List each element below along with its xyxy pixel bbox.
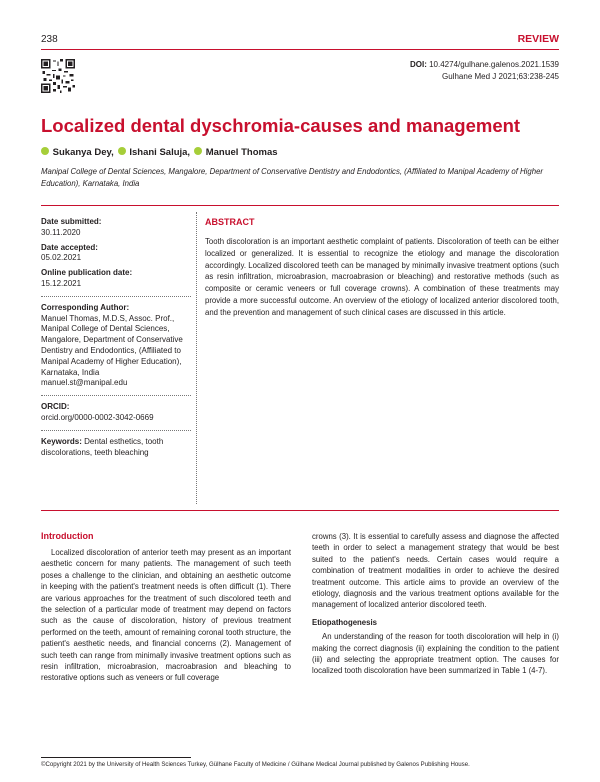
doi-block: [410, 59, 559, 83]
date-submitted: 30.11.2020: [41, 227, 81, 237]
keywords-label: Keywords:: [41, 436, 82, 446]
paragraph: Localized discoloration of anterior teeth may present as an important aesthetic concern for many patients. The management of such teeth poses a challenge to the clinician, and obtaining an aesthetic outcome in keeping with the patient's treatment needs is often difficult (1). There are various approaches for the treatment of such discolored teeth and the selection of a particular mode of treatment may depend on factors such as the cause of discoloration, history of previous treatment performed on the teeth, amount of remaining coronal tooth structure, the patient's aesthetic needs, and financial concerns (2). Management of such teeth can range from minimally invasive treatment options such as resin infiltration, microabrasion, macroabrasion and bleaching to restorative options such as veneers or full coverage: [41, 548, 291, 683]
date-submitted-label: Date submitted:: [41, 217, 102, 226]
divider: [41, 395, 191, 396]
section-rule: [41, 205, 559, 206]
author-list: [41, 147, 278, 158]
journal-citation: Gulhane Med J 2021;63:238-245: [442, 72, 559, 81]
affiliation: Manipal College of Dental Sciences, Mangalore, Department of Conservative Dentistry and Endodontics, (Affiliated to Manipal Academy of Higher Education), Karnataka, India: [41, 167, 544, 188]
divider: [41, 430, 191, 431]
page-number: 238: [41, 34, 58, 45]
corresponding-author: Manuel Thomas, M.D.S, Assoc. Prof., Manipal College of Dental Sciences, Mangalore, Department of Conservative Dentistry and Endodontics, (Affiliated to Manipal Academy of Higher Education), Karnataka, India: [41, 313, 183, 377]
etiopathogenesis-heading: Etiopathogenesis: [312, 617, 377, 627]
orcid-icon[interactable]: [194, 147, 202, 155]
section-rule: [41, 510, 559, 511]
doi-value[interactable]: 10.4274/gulhane.galenos.2021.1539: [429, 60, 559, 69]
divider: [41, 296, 191, 297]
date-accepted: 05.02.2021: [41, 253, 82, 263]
corresponding-author-label: Corresponding Author:: [41, 302, 130, 312]
orcid-label: ORCID:: [41, 402, 70, 412]
footer-rule: [41, 757, 191, 758]
author: Sukanya Dey,: [41, 147, 114, 158]
paragraph: crowns (3). It is essential to carefully assess and diagnose the affected teeth in order to select a management strategy that would be best suited to the patient's needs. Certain cases would require a combination of treatment modalities in order to achieve the desired treatment outcome. This article aims to provide an overview of the etiology, diagnosis and the various treatment options available for the management of localized anterior discolored teeth.: [312, 532, 559, 610]
abstract-text: Tooth discoloration is an important aesthetic complaint of patients. Discoloration of teeth can be either localized or generalized. It is essential to recognize the etiology and manage the discoloration accordingly. Localized discolored teeth can be managed by minimally invasive treatment options (such as resin infiltration, microabrasion, macroabrasion or bleaching) and restorative methods (such as composite or ceramic veneers or full coverage crowns). A combination of these treatments may provide a more successful outcome. An overview of the etiology of localized anterior discolored tooth, and the prevention and management of such clinical cases are discussed in this article.: [205, 237, 559, 317]
keywords-text: Dental esthetics, tooth discolorations, teeth bleaching: [41, 436, 164, 457]
online-date-label: Online publication date:: [41, 268, 133, 278]
date-accepted-label: Date accepted:: [41, 242, 98, 252]
body-column-right: [312, 531, 559, 677]
introduction-heading: Introduction: [41, 531, 94, 541]
body-column-left: [41, 547, 291, 684]
copyright-footer: ©Copyright 2021 by the University of Health Sciences Turkey, Gülhane Faculty of Medicine / Gülhane Medical Journal published by Galenos Publishing House.: [41, 761, 470, 768]
author: Ishani Saluja,: [118, 147, 190, 158]
author-email[interactable]: manuel.st@manipal.edu: [41, 378, 128, 388]
orcid-link[interactable]: orcid.org/0000-0002-3042-0669: [41, 412, 154, 422]
column-divider: [196, 212, 197, 504]
article-title: Localized dental dyschromia-causes and management: [41, 115, 521, 136]
keywords: [41, 437, 191, 459]
article-info-sidebar: [41, 217, 191, 458]
header-rule: [41, 49, 559, 50]
orcid-icon[interactable]: [118, 147, 126, 155]
online-date: 15.12.2021: [41, 278, 82, 288]
orcid-icon[interactable]: [41, 147, 49, 155]
doi-label: DOI:: [409, 60, 427, 69]
paragraph: An understanding of the reason for tooth discoloration will help in (i) making the correct diagnosis (ii) explaining the condition to the patient (iii) and selecting the appropriate treatment option. The causes for localized tooth discoloration have been summarized in Table 1 (4-7).: [312, 632, 559, 676]
abstract-heading: ABSTRACT: [205, 217, 255, 227]
section-label: REVIEW: [517, 33, 559, 45]
author: Manuel Thomas: [194, 147, 277, 158]
qr-code-icon: [41, 59, 75, 93]
